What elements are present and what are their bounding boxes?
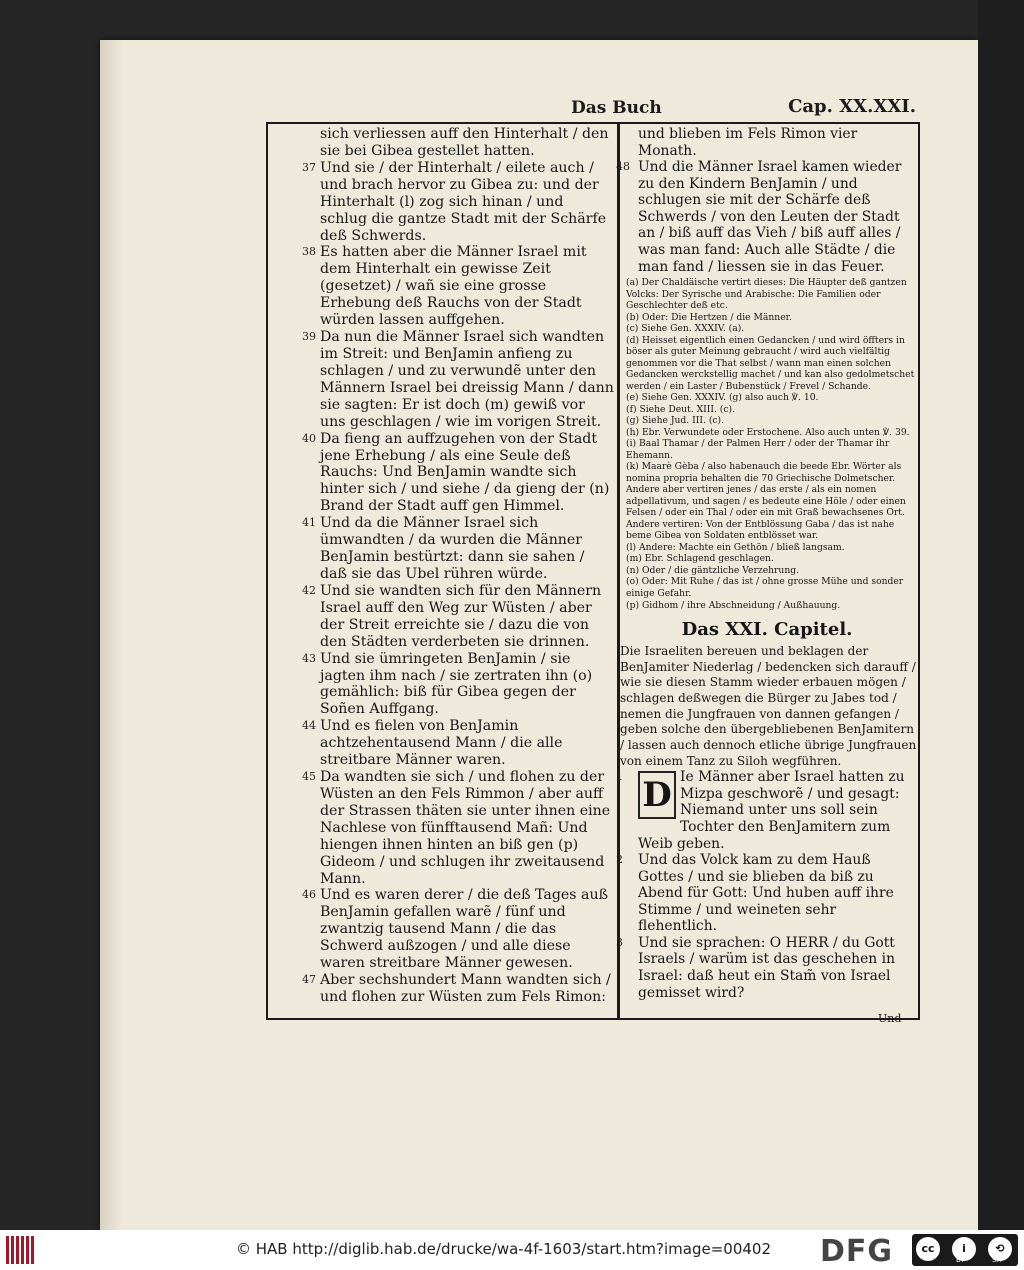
left-column bbox=[302, 126, 614, 1006]
chapter-verse bbox=[616, 935, 918, 1001]
left-verse bbox=[302, 718, 614, 769]
frame-rule-top bbox=[266, 122, 920, 124]
verse-text: Da nun die Männer Israel sich wandten im Streit: und BenJamin anfieng zu schlagen / und zu verwundẽ unter den Männern Israel bei dreissig Mann / dann sie sagten: Er ist doch (m) gewiß vor uns geschlagen / wie im vorigen Streit. bbox=[320, 329, 614, 430]
verse-number: 44 bbox=[302, 719, 316, 733]
verse-text: Und es waren derer / die deß Tages auß BenJamin gefallen warẽ / fünf und zwantzig tausend Mann / die das Schwerd außzogen / und alle diese waren streitbare Männer gewesen. bbox=[320, 887, 609, 972]
verse-number: 48 bbox=[616, 160, 630, 174]
left-verse bbox=[302, 972, 614, 1006]
verse-text: Und sie sprachen: O HERR / du Gott Israels / warüm ist das geschehen in Israel: daß heut ein Stam̃ von Israel gemisset wird? bbox=[638, 934, 895, 1001]
verse-text: und blieben im Fels Rimon vier Monath. bbox=[638, 126, 858, 159]
person-icon: i bbox=[952, 1237, 976, 1261]
footnote: (f) Siehe Deut. XIII. (c). bbox=[626, 403, 736, 415]
verse-number: 43 bbox=[302, 651, 316, 665]
decorated-initial: D bbox=[638, 771, 676, 819]
verse-text: Da wandten sie sich / und flohen zu der Wüsten an den Fels Rimmon / aber auff der Strassen thäten sie unter ihnen eine Nachlese von fünfftausend Mañ: Und hiengen ihnen hinten an biß gen (p) Gideom / und schlugen ihr zweitausend Mann. bbox=[320, 769, 611, 887]
cc-icon: cc bbox=[916, 1237, 940, 1261]
verse-number: 45 bbox=[302, 770, 316, 784]
verse-number: 41 bbox=[302, 516, 316, 530]
verse-text: Und sie ümringeten BenJamin / sie jagten ihm nach / sie zertraten ihn (o) gemählich: biß für Gibea gegen der Soñen Auffgang. bbox=[320, 650, 593, 718]
chapter-verse bbox=[616, 769, 918, 852]
verse-number: 2 bbox=[616, 853, 623, 867]
verse-text: Aber sechshundert Mann wandten sich / und flohen zur Wüsten zum Fels Rimon: bbox=[320, 972, 611, 1006]
cc-by-label: BY bbox=[956, 1256, 965, 1264]
frame-rule-right bbox=[918, 122, 920, 1020]
footnote: (h) Ebr. Verwundete oder Erstochene. Also auch unten ℣. 39. bbox=[626, 426, 910, 438]
right-column bbox=[616, 126, 918, 1001]
running-head bbox=[266, 98, 916, 122]
footnote: (d) Heisset eigentlich einen Gedancken / und wird öffters in böser als guter Meinung gebraucht / wird auch vielfältig genommen vor die That selbst / wann man einen solchen Gedancken werckstellig machet / und kan also gedolmetschet werden / ein Laster / Bubenstück / Frevel / Schande. bbox=[626, 334, 915, 392]
chapter-title: Das XXI. Capitel. bbox=[681, 619, 853, 641]
verse-number: 39 bbox=[302, 330, 316, 344]
verse-text: Und sie / der Hinterhalt / eilete auch / und brach hervor zu Gibea zu: und der Hinterhalt (l) zog sich hinan / und schlug die gantze Stadt mit der Schärfe deß Schwerds. bbox=[320, 159, 607, 244]
chapter-verse bbox=[616, 852, 918, 935]
dfg-logo[interactable]: DFG bbox=[820, 1234, 894, 1269]
left-verse bbox=[302, 244, 614, 329]
marginal-notes bbox=[616, 277, 918, 611]
footnote: (a) Der Chaldäische vertirt dieses: Die Häupter deß gantzen Volcks: Der Syrische und Arabische: Die Familien oder Geschlechter deß etc. bbox=[626, 277, 907, 312]
left-verse bbox=[302, 431, 614, 516]
verse-text: Da fieng an auffzugehen von der Stadt jene Erhebung / als eine Seule deß Rauchs: Und BenJamin wandte sich hinter sich / und siehe / da gieng der (n) Brand der Stadt auff gen Himmel. bbox=[320, 430, 610, 515]
verse-number: 3 bbox=[616, 935, 623, 949]
left-verse bbox=[302, 887, 614, 972]
verse-text: Es hatten aber die Männer Israel mit dem Hinterhalt ein gewisse Zeit (gesetzet) / wañ sie eine grosse Erhebung deß Rauchs von der Stadt würden lassen auffgehen. bbox=[320, 244, 587, 329]
footnote: (p) Gidhom / ihre Abschneidung / Außhauung. bbox=[626, 599, 841, 611]
left-verse bbox=[302, 583, 614, 651]
verse-text: sich verliessen auff den Hinterhalt / den sie bei Gibea gestellet hatten. bbox=[320, 126, 609, 159]
verse-text: Und das Volck kam zu dem Hauß Gottes / und sie blieben da biß zu Abend für Gott: Und huben auff ihre Stimme / und weineten sehr flehentlich. bbox=[638, 852, 894, 935]
chapter-verses bbox=[616, 769, 918, 1001]
footnote: (k) Maarè Gèba / also habenauch die beede Ebr. Wörter als nomina propria behalten die 70 Griechische Dolmetscher. Andere aber vertiren jenes / das erste / als ein nomen adpellativum, und sagen / es bedeute eine Höle / oder einen Felsen / oder ein Thal / oder ein mit Graß bewachsenes Ort. Andere vertiren: Von der Entblössung Gaba / das ist nahe beme Gibea von Soldaten entblösset war. bbox=[626, 461, 906, 542]
left-verse bbox=[302, 160, 614, 245]
verse-text: Und da die Männer Israel sich ümwandten / da wurden die Männer BenJamin bestürtzt: dann sie sahen / daß sie das Ubel rühren würde. bbox=[320, 515, 585, 582]
right-verses bbox=[616, 126, 918, 275]
catchword: Und bbox=[878, 1012, 902, 1025]
cc-license-badge[interactable] bbox=[912, 1234, 1018, 1266]
share-alike-icon: ⟲ bbox=[988, 1237, 1012, 1261]
footer-bar bbox=[0, 1230, 1024, 1270]
verse-number: 1 bbox=[616, 770, 623, 784]
frame-rule-bottom bbox=[266, 1018, 920, 1020]
chapter-reference: Cap. XX.XXI. bbox=[788, 96, 916, 117]
verse-number: 42 bbox=[302, 583, 316, 597]
footnote: (m) Ebr. Schlagend geschlagen. bbox=[626, 553, 774, 565]
footnote: (n) Oder / die gäntzliche Verzehrung. bbox=[626, 564, 800, 576]
chapter-summary: Die Israeliten bereuen und beklagen der BenJamiter Niederlag / bedencken sich darauff / wie sie diesen Stamm wieder erbauen mögen / schlagen deßwegen die Bürger zu Jabes tod / nemen die Jungfrauen von dannen gefangen / geben solche den übergebliebenen BenJamitern / lassen auch dennoch etliche übrige Jungfrauen von einem Tanz zu Siloh wegführen. bbox=[620, 644, 917, 768]
verse-text: Und sie wandten sich für den Männern Israel auff den Weg zur Wüsten / aber der Streit erreichte sie / dazu die von den Städten verderbeten sie drinnen. bbox=[320, 582, 602, 650]
footnote: (b) Oder: Die Hertzen / die Männer. bbox=[626, 311, 792, 323]
verse-text: Ie Männer aber Israel hatten zu Mizpa geschworẽ / und gesagt: Niemand unter uns soll sein Tochter den BenJamitern zum Weib geben. bbox=[638, 769, 905, 852]
cc-sa-label: SA bbox=[992, 1256, 1002, 1264]
left-verse bbox=[302, 126, 614, 160]
verse-number: 47 bbox=[302, 973, 316, 987]
source-url[interactable]: © HAB http://diglib.hab.de/drucke/wa-4f-1603/start.htm?image=00402 bbox=[236, 1240, 772, 1258]
footnote: (o) Oder: Mit Ruhe / das ist / ohne grosse Mühe und sonder einige Gefahr. bbox=[626, 576, 904, 599]
right-verse bbox=[616, 126, 918, 159]
right-verse bbox=[616, 159, 918, 275]
verse-number: 38 bbox=[302, 245, 316, 259]
footnote: (e) Siehe Gen. XXXIV. (g) also auch ℣. 10. bbox=[626, 392, 819, 404]
footnote: (l) Andere: Machte ein Gethön / bließ langsam. bbox=[626, 541, 845, 553]
left-verse bbox=[302, 769, 614, 887]
running-title: Das Buch bbox=[571, 98, 662, 118]
verse-number: 37 bbox=[302, 160, 316, 174]
verse-number: 46 bbox=[302, 888, 316, 902]
hab-logo-icon[interactable] bbox=[6, 1236, 40, 1264]
left-verse bbox=[302, 515, 614, 583]
footnote: (c) Siehe Gen. XXXIV. (a). bbox=[626, 323, 745, 335]
verse-text: Und die Männer Israel kamen wieder zu den Kindern BenJamin / und schlugen sie mit der Schärfe deß Schwerds / von den Leuten der Stadt an / biß auff das Vieh / biß auff alles / was man fand: Auch alle Städte / die man fand / liessen sie in das Feuer. bbox=[638, 159, 902, 275]
next-page-edge bbox=[978, 0, 1024, 1230]
footnote: (i) Baal Thamar / der Palmen Herr / oder der Thamar ihr Ehemann. bbox=[626, 438, 890, 461]
footnote: (g) Siehe Jud. III. (c). bbox=[626, 415, 725, 427]
left-verse bbox=[302, 651, 614, 719]
left-verse bbox=[302, 329, 614, 431]
frame-rule-left bbox=[266, 122, 268, 1020]
verse-text: Und es fielen von BenJamin achtzehentausend Mann / die alle streitbare Männer waren. bbox=[320, 718, 563, 769]
verse-number: 40 bbox=[302, 431, 316, 445]
